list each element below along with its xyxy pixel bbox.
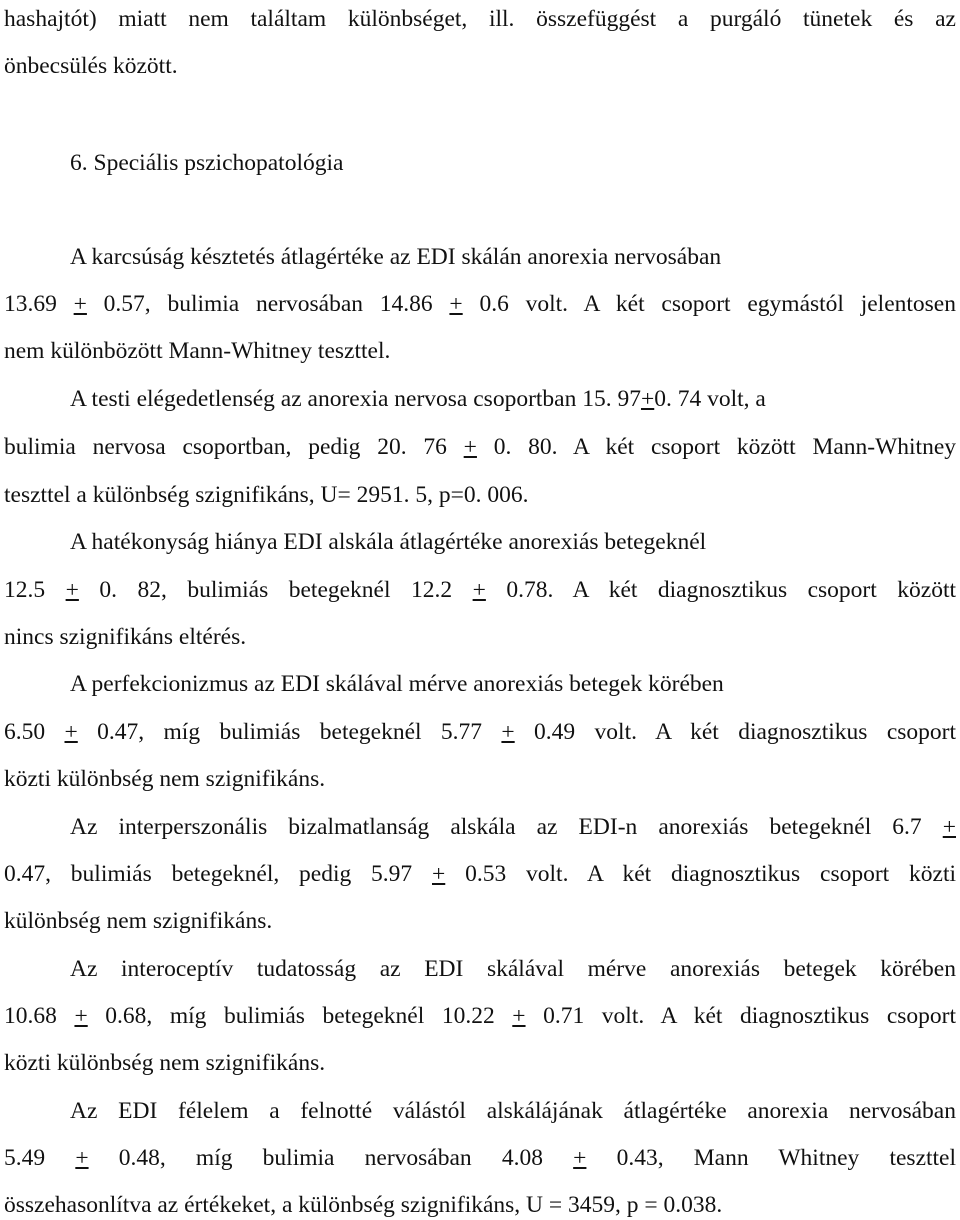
- plus-minus-sign: +: [65, 577, 79, 603]
- text-line: 13.69 + 0.57, bulimia nervosában 14.86 + 0.6 volt. A két csoport egymástól jelentosen: [4, 291, 956, 317]
- text-line: 6.50 + 0.47, míg bulimiás betegeknél 5.77 + 0.49 volt. A két diagnosztikus csoport: [4, 719, 956, 745]
- text-line: Az interoceptív tudatosság az EDI skálával mérve anorexiás betegek körében: [70, 956, 956, 982]
- text-line: hashajtót) miatt nem találtam különbséget, ill. összefüggést a purgáló tünetek és az: [4, 6, 956, 32]
- text-line: 12.5 + 0. 82, bulimiás betegeknél 12.2 + 0.78. A két diagnosztikus csoport között: [4, 577, 956, 603]
- text-line: 10.68 + 0.68, míg bulimiás betegeknél 10.22 + 0.71 volt. A két diagnosztikus csoport: [4, 1003, 957, 1029]
- text-line: bulimia nervosa csoportban, pedig 20. 76 + 0. 80. A két csoport között Mann-Whitney: [4, 434, 957, 460]
- plus-minus-sign: +: [449, 291, 463, 317]
- plus-minus-sign: +: [64, 719, 78, 745]
- plus-minus-sign: +: [74, 1003, 88, 1029]
- text-line: A karcsúság késztetés átlagértéke az EDI skálán anorexia nervosában: [70, 244, 722, 270]
- text-line: 0.47, bulimiás betegeknél, pedig 5.97 + 0.53 volt. A két diagnosztikus csoport közti: [4, 861, 956, 887]
- text-line: közti különbség nem szignifikáns.: [4, 766, 326, 792]
- text-line: A perfekcionizmus az EDI skálával mérve anorexiás betegek körében: [70, 671, 724, 697]
- text-line: Az interperszonális bizalmatlanság alskála az EDI-n anorexiás betegeknél 6.7 +: [70, 814, 956, 840]
- text-line: önbecsülés között.: [4, 53, 178, 79]
- text-line: A hatékonyság hiánya EDI alskála átlagértéke anorexiás betegeknél: [70, 529, 707, 555]
- plus-minus-sign: +: [942, 814, 956, 840]
- text-line: Az EDI félelem a felnotté válástól alskálájának átlagértéke anorexia nervosában: [70, 1098, 956, 1124]
- text-line: különbség nem szignifikáns.: [4, 908, 273, 934]
- plus-minus-sign: +: [501, 719, 515, 745]
- section-heading: 6. Speciális pszichopatológia: [70, 150, 344, 176]
- text-line: A testi elégedetlenség az anorexia nervosa csoportban 15. 97+0. 74 volt, a: [70, 386, 766, 412]
- plus-minus-sign: +: [75, 1145, 89, 1171]
- plus-minus-sign: +: [573, 1145, 587, 1171]
- text-line: közti különbség nem szignifikáns.: [4, 1050, 326, 1076]
- text-line: összehasonlítva az értékeket, a különbség szignifikáns, U = 3459, p = 0.038.: [4, 1192, 723, 1218]
- plus-minus-sign: +: [432, 861, 446, 887]
- text-line: 5.49 + 0.48, míg bulimia nervosában 4.08 + 0.43, Mann Whitney teszttel: [4, 1145, 957, 1171]
- plus-minus-sign: +: [512, 1003, 526, 1029]
- text-line: nem különbözött Mann-Whitney teszttel.: [4, 338, 391, 364]
- text-line: teszttel a különbség szignifikáns, U= 2951. 5, p=0. 006.: [4, 482, 529, 508]
- plus-minus-sign: +: [472, 577, 486, 603]
- plus-minus-sign: +: [73, 291, 87, 317]
- plus-minus-sign: +: [463, 434, 477, 460]
- plus-minus-sign: +: [640, 386, 655, 412]
- text-line: nincs szignifikáns eltérés.: [4, 624, 247, 650]
